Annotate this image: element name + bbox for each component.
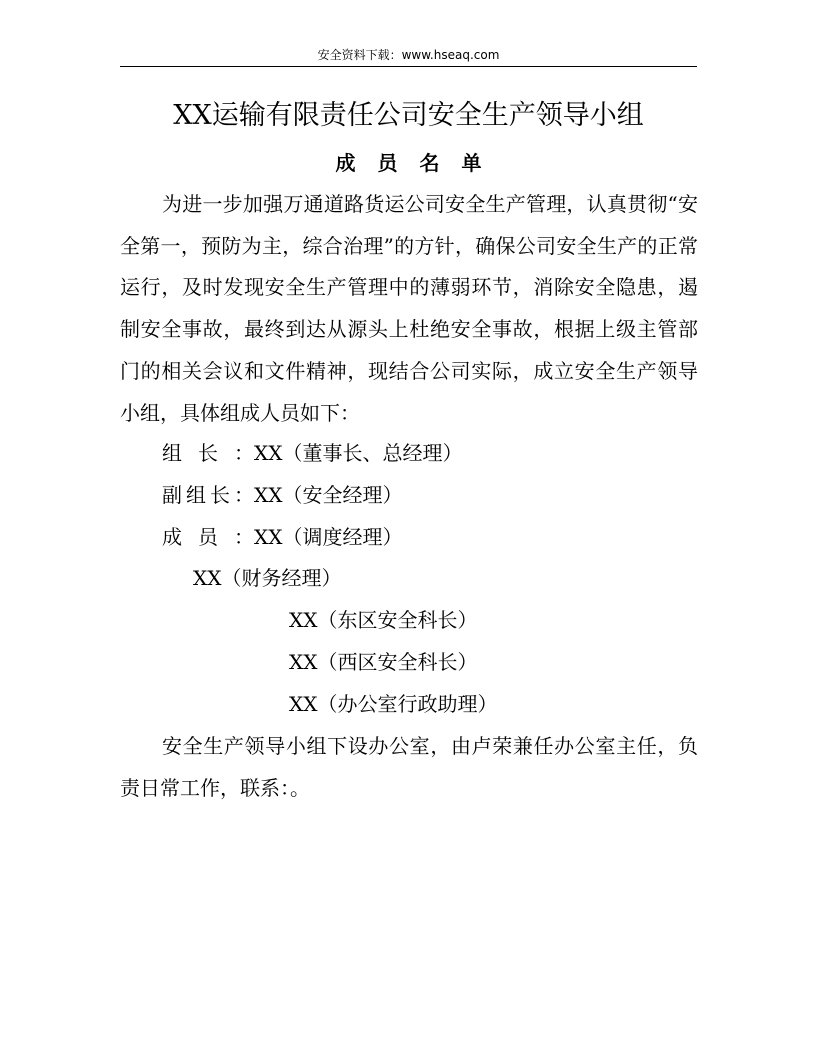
member-item: XX（办公室行政助理） <box>289 692 498 716</box>
member-item: XX（财务经理） <box>193 566 342 590</box>
closing-paragraph: 安全生产领导小组下设办公室，由卢荣兼任办公室主任，负责日常工作，联系：。 <box>120 734 698 800</box>
page-header <box>120 46 697 67</box>
member-item: XX（东区安全科长） <box>289 608 478 632</box>
document-title: XX运输有限责任公司安全生产领导小组 <box>173 100 644 131</box>
document-subtitle: 成员名单 <box>335 151 504 175</box>
member-row-deputy <box>162 479 402 511</box>
intro-paragraph: 为进一步加强万通道路货运公司安全生产管理，认真贯彻“安全第一，预防为主，综合治理”的方针，确保公司安全生产的正常运行，及时发现安全生产管理中的薄弱环节，消除安全隐患，遏制安全事故，最终到达从源头上杜绝安全事故，根据上级主管部门的相关会议和文件精神，现结合公司实际，成立安全生产领导小组，具体组成人员如下： <box>120 192 698 425</box>
member-item: XX（西区安全科长） <box>289 650 478 674</box>
deputy-label: 副组长： <box>162 483 254 507</box>
header-text: 安全资料下载：www.hseaq.com <box>317 48 500 62</box>
member-row-members <box>162 521 402 553</box>
leader-label: 组长： <box>162 441 254 465</box>
member-row-leader <box>162 437 462 469</box>
leader-value: XX（董事长、总经理） <box>254 441 463 465</box>
members-label: 成员： <box>162 525 254 549</box>
member-item: XX（调度经理） <box>254 525 403 549</box>
deputy-value: XX（安全经理） <box>254 483 403 507</box>
